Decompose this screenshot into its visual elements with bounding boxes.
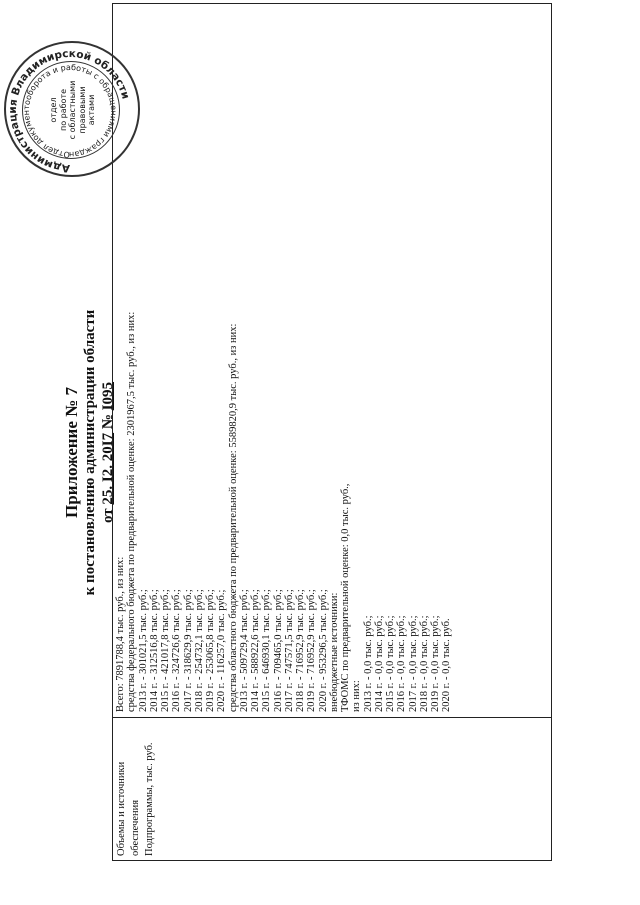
seal-inner-ring-text: Отдел документооборота и работы с обращениями граждан <box>21 62 119 160</box>
table-right-cell <box>115 8 453 712</box>
official-seal-stamp <box>4 41 140 177</box>
seal-outer-text: Администрация Владимирской области <box>6 47 132 175</box>
funding-line: 2016 г. - 709465,0 тыс. руб.; <box>272 589 284 712</box>
number-sign: № <box>100 414 116 430</box>
appendix-subtitle: к постановлению администрации области <box>82 309 98 596</box>
left-cell-line: Объемы и источники <box>116 761 127 856</box>
seal-inner-ring <box>22 61 120 159</box>
seal-center-line: по работе <box>58 88 68 132</box>
column-divider <box>113 717 551 718</box>
funding-line: 2015 г. - 646930,1 тыс. руб.; <box>261 589 273 712</box>
funding-line: 2019 г. - 253065,8 тыс. руб.; <box>205 589 216 712</box>
seal-center-line: с областными <box>68 80 77 140</box>
seal-center-line: отдел <box>49 97 58 123</box>
left-cell-line: обеспечения <box>130 799 141 856</box>
seal-center-line: актами <box>87 94 96 126</box>
date-prefix: от <box>100 508 116 524</box>
left-cell-line: Подпрограммы, тыс. руб. <box>144 742 155 856</box>
funding-line: 2014 г. - 588922,6 тыс. руб.; <box>250 589 261 712</box>
funding-line: 2013 г. - 509729,4 тыс. руб.; <box>238 589 250 712</box>
funding-line: из них: <box>351 680 363 712</box>
funding-line: средства федерального бюджета по предварительной оценке: 2301967,5 тыс. руб., из них: <box>126 311 138 712</box>
funding-line: внебюджетные источники: <box>328 592 340 712</box>
funding-line: ТФОМС по предварительной оценке: 0,0 тыс. руб., <box>340 483 351 712</box>
funding-line: 2014 г. - 312516,8 тыс. руб.; <box>148 589 160 712</box>
funding-line: 2017 г. - 747571,5 тыс. руб.; <box>283 589 295 712</box>
date-value: 25. I2. 20I7 <box>100 432 116 505</box>
funding-line: 2019 г. - 0,0 тыс. руб.; <box>430 615 441 712</box>
funding-line: 2017 г. - 0,0 тыс. руб.; <box>407 615 419 712</box>
funding-table <box>112 3 552 861</box>
funding-line: 2017 г. - 318629,9 тыс. руб.; <box>182 589 194 712</box>
funding-line: Всего: 7891788,4 тыс. руб., из них: <box>115 556 126 712</box>
funding-line: средства областного бюджета по предварительной оценке: 5589820,9 тыс. руб., из них: <box>227 323 239 712</box>
funding-line: 2020 г. - 0,0 тыс. руб. <box>441 618 453 712</box>
number-value: I095 <box>100 381 116 411</box>
funding-line: 2018 г. - 0,0 тыс. руб.; <box>418 615 430 712</box>
funding-line: 2016 г. - 0,0 тыс. руб.; <box>396 615 408 712</box>
funding-line: 2013 г. - 301021,5 тыс. руб.; <box>137 589 149 712</box>
funding-line: 2015 г. - 0,0 тыс. руб.; <box>385 615 396 712</box>
seal-center-text <box>49 62 97 158</box>
funding-line: 2013 г. - 0,0 тыс. руб.; <box>362 615 374 712</box>
appendix-title: Приложение № 7 <box>62 387 81 518</box>
funding-line: 2020 г. - 953296,5 тыс. руб.; <box>317 589 329 712</box>
seal-center-line: правовыми <box>77 86 87 134</box>
table-left-cell <box>115 718 157 856</box>
funding-line: 2020 г. - 116257,0 тыс. руб.; <box>216 589 228 712</box>
funding-line: 2019 г. - 716952,9 тыс. руб.; <box>306 589 318 712</box>
funding-line: 2014 г. - 0,0 тыс. руб.; <box>373 615 385 712</box>
funding-line: 2018 г. - 716952,9 тыс. руб.; <box>295 589 306 712</box>
funding-line: 2016 г. - 324726,6 тыс. руб.; <box>171 589 183 712</box>
funding-line: 2015 г. - 421017,8 тыс. руб.; <box>160 589 171 712</box>
funding-line: 2018 г. - 254732,1 тыс. руб.; <box>193 589 205 712</box>
